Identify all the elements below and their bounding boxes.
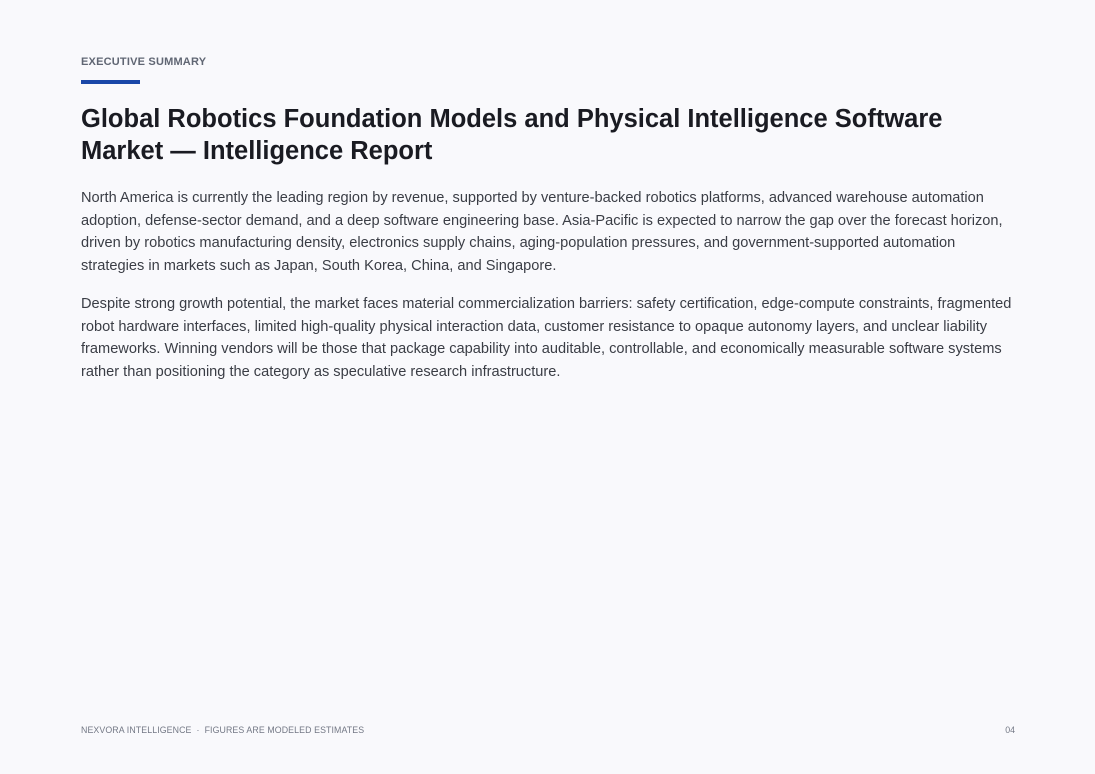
summary-body [81, 187, 1015, 399]
section-accent-bar [81, 80, 140, 84]
footer-credit [81, 725, 364, 735]
summary-paragraph-2: Despite strong growth potential, the market faces material commercialization barriers: safety certification, edge-compute constraints, fragmented robot hardware interfaces, limited high-quality physical interaction data, customer resistance to opaque autonomy layers, and unclear liability frameworks. Winning vendors will be those that package capability into auditable, controllable, and economically measurable software systems rather than positioning the category as speculative research infrastructure. [81, 295, 1012, 380]
footer-separator: · [196, 725, 200, 735]
summary-paragraph-1: North America is currently the leading region by revenue, supported by venture-backed robotics platforms, advanced warehouse automation adoption, defense-sector demand, and a deep software engineering base. Asia-Pacific is expected to narrow the gap over the forecast horizon, driven by robotics manufacturing density, electronics supply chains, aging-population pressures, and government-supported automation strategies in markets such as Japan, South Korea, China, and Singapore. [81, 190, 1003, 275]
page-title: Global Robotics Foundation Models and Physical Intelligence Software Market — Intelligence Report [81, 105, 943, 165]
section-label: EXECUTIVE SUMMARY [81, 56, 207, 68]
footer-note: FIGURES ARE MODELED ESTIMATES [204, 725, 365, 735]
report-page [81, 0, 1015, 774]
page-number: 04 [1005, 725, 1015, 735]
footer-brand: NEXVORA INTELLIGENCE [81, 725, 192, 735]
